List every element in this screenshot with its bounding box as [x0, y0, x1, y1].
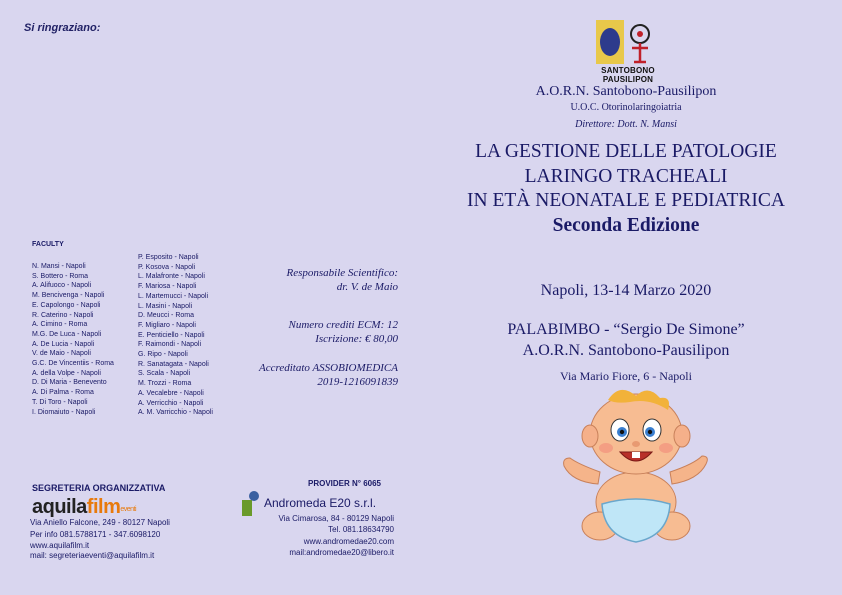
faculty-member: M. Bencivenga - Napoli	[32, 292, 105, 300]
faculty-member: A. Alifuoco - Napoli	[32, 282, 92, 290]
faculty-member: A. Vecalebre - Napoli	[138, 389, 204, 397]
title-line-1: LA GESTIONE DELLE PATOLOGIE	[475, 141, 777, 162]
faculty-member: G.C. De Vincentiis - Roma	[32, 360, 114, 368]
faculty-column-2	[138, 253, 213, 418]
faculty-member: E. Capolongo - Napoli	[32, 301, 101, 309]
department-name: U.O.C. Otorinolaringoiatria	[570, 102, 682, 113]
faculty-member: E. Penticiello - Napoli	[138, 331, 205, 339]
provider-phone: Tel. 081.18634790	[328, 525, 394, 534]
logo-figure-left	[600, 28, 620, 56]
secretariat-web-link[interactable]: www.aquilafilm.it	[30, 541, 90, 550]
faculty-member: S. Scala - Napoli	[138, 370, 191, 378]
provider-web-link[interactable]: www.andromedae20.com	[303, 537, 394, 546]
secretariat-mail-link[interactable]: mail: segreteriaeventi@aquilafilm.it	[30, 551, 155, 560]
faculty-member: A. M. Varricchio - Napoli	[138, 409, 213, 417]
secretariat-phone: Per info 081.5788171 - 347.6098120	[30, 530, 161, 539]
faculty-member: V. de Maio - Napoli	[32, 350, 91, 358]
venue-hospital: A.O.R.N. Santobono-Pausilipon	[522, 342, 730, 359]
faculty-member: L. Malafronte - Napoli	[138, 273, 205, 281]
director-name: Direttore: Dott. N. Mansi	[575, 119, 677, 130]
faculty-member: D. Meucci - Roma	[138, 312, 195, 320]
edition-label: Seconda Edizione	[552, 214, 700, 236]
faculty-member: A. Di Palma - Roma	[32, 389, 94, 397]
venue-address: Via Mario Fiore, 6 - Napoli	[560, 369, 692, 383]
accreditation: Accreditato ASSOBIOMEDICA 2019-1216091839	[259, 362, 398, 388]
faculty-label: FACULTY	[32, 241, 64, 248]
event-title	[440, 140, 812, 238]
thanks-label: Si ringraziano:	[24, 22, 101, 34]
faculty-member: A. della Volpe - Napoli	[32, 369, 101, 377]
aquila-film-logo: aquilafilm$^{eventi}$	[32, 496, 137, 518]
title-line-3: IN ETÀ NEONATALE E PEDIATRICA	[467, 190, 785, 211]
faculty-member: R. Caterino - Napoli	[32, 311, 94, 319]
faculty-member: F. Migliaro - Napoli	[138, 321, 196, 329]
faculty-member: L. Masini - Napoli	[138, 302, 193, 310]
scientific-responsible: Responsabile Scientifico: dr. V. de Maio	[286, 267, 398, 293]
faculty-member: F. Raimondi - Napoli	[138, 341, 202, 349]
provider-label: PROVIDER N° 6065	[308, 479, 382, 488]
secretariat-label: SEGRETERIA ORGANIZZATIVA	[32, 483, 166, 493]
faculty-member: M.G. De Luca - Napoli	[32, 330, 102, 338]
logo-wordmark: SANTOBONO PAUSILIPON	[601, 66, 655, 84]
faculty-member: A. Verricchio - Napoli	[138, 399, 204, 407]
faculty-member: M. Trozzi - Roma	[138, 380, 192, 388]
faculty-member: R. Sanatagata - Napoli	[138, 360, 209, 368]
faculty-member: F. Mariosa - Napoli	[138, 283, 197, 291]
venue-name: PALABIMBO - “Sergio De Simone”	[507, 321, 745, 338]
baby-illustration	[560, 386, 712, 552]
faculty-member: A. Cimino - Roma	[32, 321, 88, 329]
secretariat-address: Via Aniello Falcone, 249 - 80127 Napoli	[30, 518, 170, 527]
faculty-member: N. Mansi - Napoli	[32, 263, 86, 270]
faculty-member: S. Bottero - Roma	[32, 272, 89, 280]
faculty-member: I. Diomaiuto - Napoli	[32, 408, 96, 416]
provider-address: Via Cimarosa, 84 - 80129 Napoli	[278, 514, 394, 523]
provider-mail-link[interactable]: mail:andromedae20@libero.it	[289, 548, 394, 557]
faculty-column-1	[32, 262, 114, 417]
faculty-member: A. De Lucia - Napoli	[32, 340, 95, 348]
faculty-member: P. Esposito - Napoli	[138, 254, 199, 261]
title-line-2: LARINGO TRACHEALI	[524, 165, 728, 187]
ecm-credits: Numero crediti ECM: 12 Iscrizione: € 80,00	[288, 319, 398, 345]
faculty-member: G. Ripo - Napoli	[138, 351, 188, 359]
organization-name: A.O.R.N. Santobono-Pausilipon	[535, 84, 717, 99]
provider-name: Andromeda E20 s.r.l.	[264, 496, 377, 510]
event-date: Napoli, 13-14 Marzo 2020	[540, 282, 712, 299]
faculty-member: D. Di Maria - Benevento	[32, 379, 107, 387]
faculty-member: L. Martemucci - Napoli	[138, 292, 209, 300]
faculty-member: T. Di Toro - Napoli	[32, 398, 88, 406]
faculty-member: P. Kosova - Napoli	[138, 263, 196, 271]
